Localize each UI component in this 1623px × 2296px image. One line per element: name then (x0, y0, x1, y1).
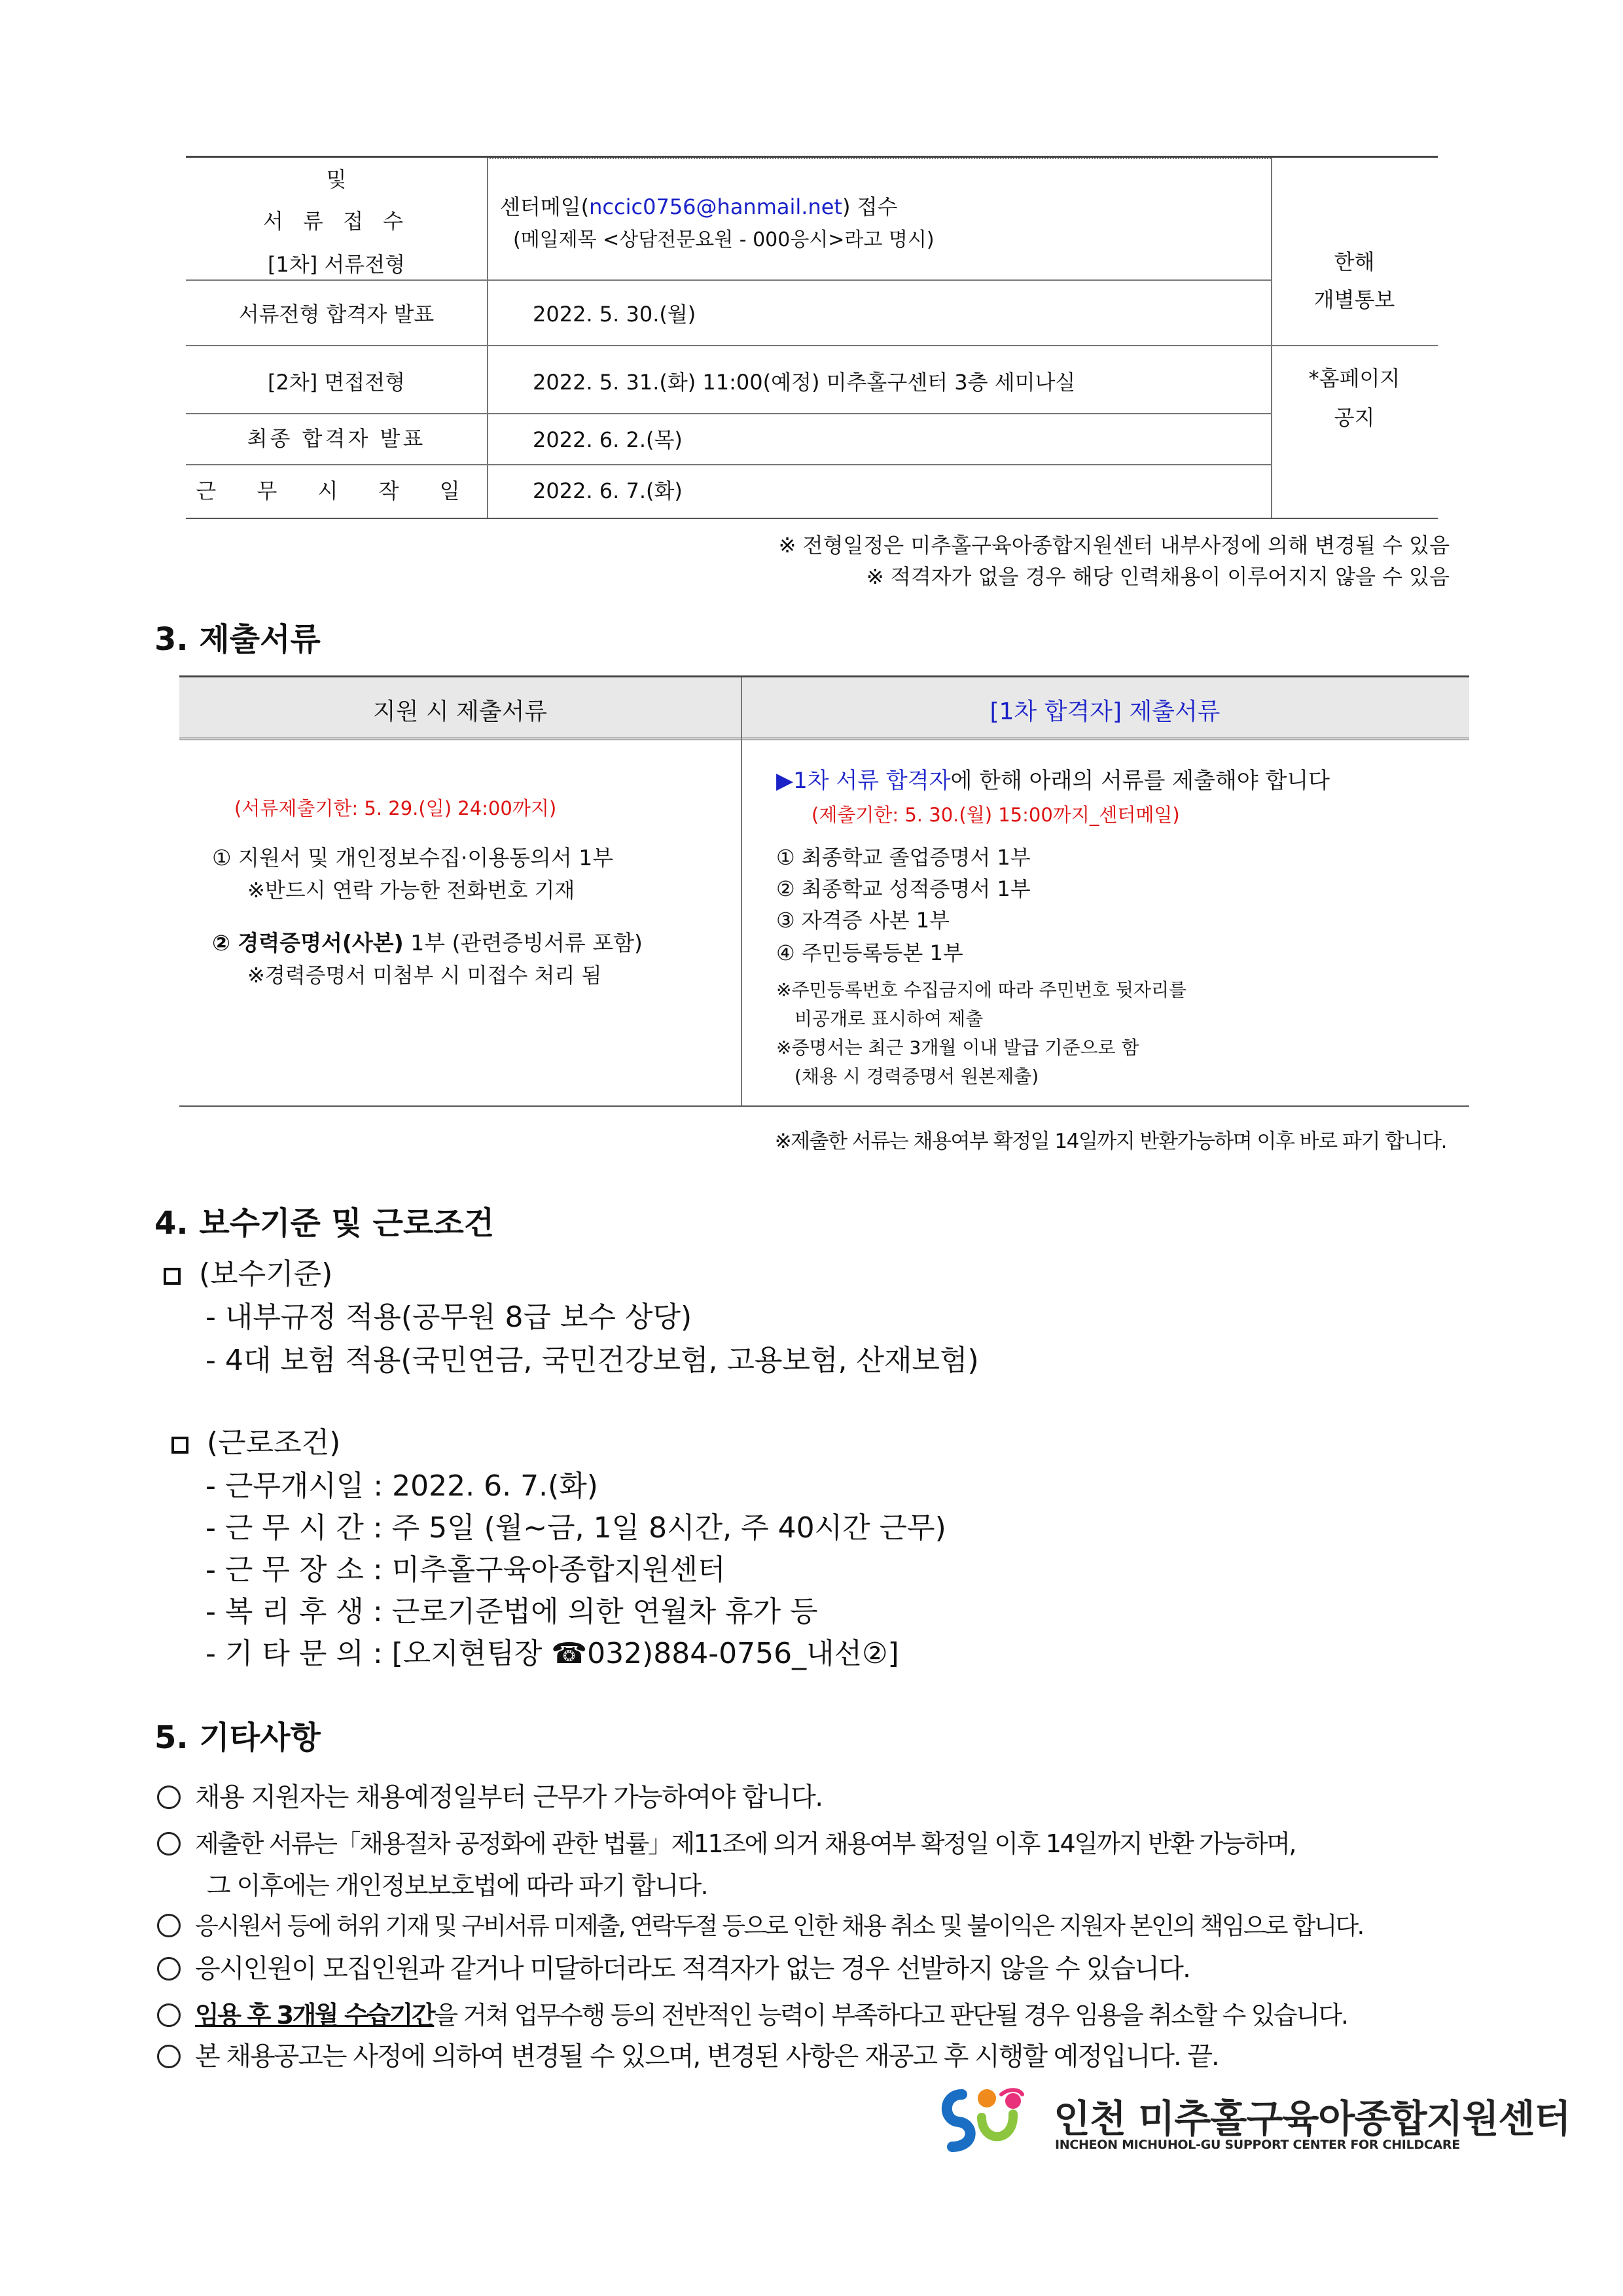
circle-bullet-icon (157, 1832, 181, 1856)
row-divider (186, 345, 1438, 346)
notice-method: 한해 (1334, 249, 1375, 274)
doc-item: ② 경력증명서(사본) 1부 (관련증빙서류 포함) (212, 930, 643, 956)
schedule-value: 센터메일(nccic0756@hanmail.net) 접수 (500, 194, 898, 219)
doc-note: ※반드시 연락 가능한 전화번호 기재 (247, 878, 575, 903)
subheading: (근로조건) (171, 1419, 340, 1461)
schedule-label: 최종 합격자 발표 (247, 426, 426, 451)
schedule-divider (1271, 158, 1272, 518)
doc-note: ※경력증명서 미첨부 시 미접수 처리 됨 (247, 963, 602, 988)
section-title: 4. 보수기준 및 근로조건 (154, 1205, 495, 1242)
row-divider (186, 279, 1271, 281)
list-item: 본 채용공고는 사정에 의하여 변경될 수 있으며, 변경된 사항은 재공고 후 시행할 예정입니다. 끝. (157, 2036, 1219, 2073)
column-header: [1차 합격자] 제출서류 (990, 698, 1221, 725)
section-title: 5. 기타사항 (154, 1719, 321, 1756)
schedule-label: [1차] 서류전형 (267, 252, 406, 277)
list-item: - 근무개시일 : 2022. 6. 7.(화) (205, 1469, 598, 1503)
list-item: - 기 타 문 의 : [오지현팀장 ☎032)884-0756_내선②] (205, 1637, 899, 1670)
schedule-value: 2022. 6. 2.(목) (533, 427, 683, 452)
checkbox-square-icon (164, 1268, 181, 1285)
center-name: 인천 미추홀구육아종합지원센터 (1054, 2096, 1571, 2141)
list-item-continuation: 그 이후에는 개인정보보호법에 따라 파기 합니다. (207, 1871, 708, 1900)
section-title: 3. 제출서류 (154, 621, 321, 658)
doc-item: ④ 주민등록등본 1부 (776, 941, 963, 965)
email-link[interactable]: nccic0756@hanmail.net (589, 194, 842, 219)
column-divider (741, 677, 742, 1105)
list-item: - 내부규정 적용(공무원 8급 보수 상당) (205, 1300, 692, 1334)
row-divider (186, 464, 1271, 465)
schedule-label: 및 (326, 167, 347, 192)
list-item: - 4대 보험 적용(국민연금, 국민건강보험, 고용보험, 산재보험) (205, 1344, 979, 1377)
schedule-label: 근 무 시 작 일 (196, 478, 477, 503)
circle-bullet-icon (157, 2003, 181, 2027)
doc-item: ② 최종학교 성적증명서 1부 (776, 876, 1031, 901)
doc-note: 비공개로 표시하여 제출 (794, 1008, 984, 1030)
documents-table (179, 675, 1469, 1107)
notice-method: *홈페이지 (1308, 366, 1400, 391)
doc-note: (채용 시 경력증명서 원본제출) (794, 1066, 1039, 1087)
circle-bullet-icon (157, 1785, 181, 1809)
circle-bullet-icon (157, 2045, 181, 2068)
doc-note: ※주민등록번호 수집금지에 따라 주민번호 뒷자리를 (776, 979, 1187, 1001)
deadline-text: (제출기한: 5. 30.(월) 15:00까지_센터메일) (812, 804, 1180, 826)
list-item: - 근 무 장 소 : 미추홀구육아종합지원센터 (205, 1553, 726, 1587)
circle-bullet-icon (157, 1914, 181, 1937)
schedule-label: [2차] 면접전형 (267, 370, 406, 395)
list-item: 임용 후 3개월 수습기간을 거쳐 업무수행 등의 전반적인 능력이 부족하다고 판단될 경우 임용을 취소할 수 있습니다. (157, 1995, 1347, 2031)
schedule-value: 2022. 5. 31.(화) 11:00(예정) 미추홀구센터 3층 세미나실 (533, 370, 1076, 395)
schedule-note: ※ 적격자가 없을 경우 해당 인력채용이 이루어지지 않을 수 있음 (866, 564, 1450, 589)
documents-footnote: ※제출한 서류는 채용여부 확정일 14일까지 반환가능하며 이후 바로 파기 합니다. (774, 1130, 1446, 1153)
subheading: (보수기준) (164, 1250, 332, 1292)
doc-item: ① 지원서 및 개인정보수집·이용동의서 1부 (212, 845, 614, 870)
list-item: - 복 리 후 생 : 근로기준법에 의한 연월차 휴가 등 (205, 1595, 818, 1628)
row-divider (186, 413, 1271, 414)
schedule-label: 서류전형 합격자 발표 (238, 302, 435, 327)
schedule-value: 2022. 6. 7.(화) (533, 478, 683, 503)
column-header: 지원 시 제출서류 (372, 698, 548, 725)
center-name-english: INCHEON MICHUHOL-GU SUPPORT CENTER FOR CHILDCARE (1055, 2138, 1460, 2152)
list-item: 채용 지원자는 채용예정일부터 근무가 가능하여야 합니다. (157, 1776, 823, 1814)
deadline-text: (서류제출기한: 5. 29.(일) 24:00까지) (234, 797, 557, 819)
center-logo (936, 2075, 1571, 2160)
list-item: - 근 무 시 간 : 주 5일 (월~금, 1일 8시간, 주 40시간 근무) (205, 1511, 946, 1545)
center-logo-icon (936, 2075, 1034, 2160)
schedule-table (186, 156, 1438, 519)
schedule-note: ※ 전형일정은 미추홀구육아종합지원센터 내부사정에 의해 변경될 수 있음 (778, 533, 1450, 558)
schedule-label: 서 류 접 수 (262, 209, 410, 234)
doc-item: ① 최종학교 졸업증명서 1부 (776, 845, 1031, 870)
list-item: 응시인원이 모집인원과 같거나 미달하더라도 적격자가 없는 경우 선발하지 않을 수 있습니다. (157, 1948, 1190, 1985)
checkbox-square-icon (171, 1437, 188, 1454)
list-item: 제출한 서류는「채용절차 공정화에 관한 법률」제11조에 의거 채용여부 확정일 이후 14일까지 반환 가능하며, (157, 1823, 1295, 1859)
doc-item: ③ 자격증 사본 1부 (776, 908, 950, 933)
schedule-value: (메일제목 <상담전문요원 - 000응시>라고 명시) (513, 228, 935, 251)
circle-bullet-icon (157, 1957, 181, 1981)
list-item: 응시원서 등에 허위 기재 및 구비서류 미제출, 연락두절 등으로 인한 채용 취소 및 불이익은 지원자 본인의 책임으로 합니다. (157, 1906, 1363, 1941)
schedule-value: 2022. 5. 30.(월) (533, 302, 696, 327)
doc-note: ※증명서는 최근 3개월 이내 발급 기준으로 함 (776, 1037, 1139, 1058)
notice-method: 공지 (1334, 405, 1375, 430)
dotted-line (487, 158, 1271, 159)
doc-intro: ▶1차 서류 합격자에 한해 아래의 서류를 제출해야 합니다 (776, 768, 1330, 794)
notice-method: 개별통보 (1313, 287, 1395, 312)
